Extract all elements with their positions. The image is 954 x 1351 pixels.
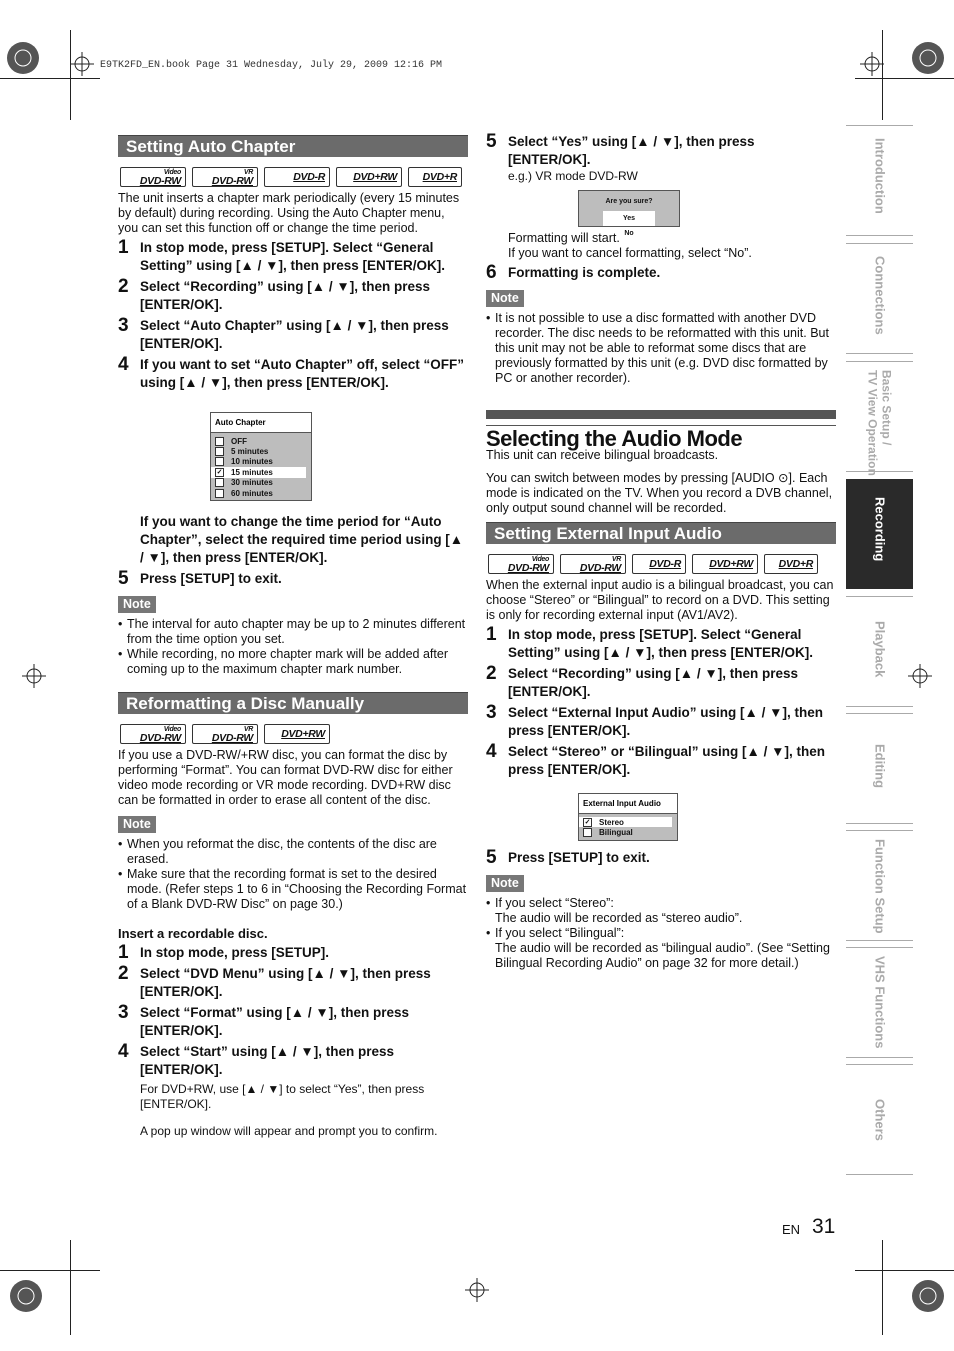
audio-intro: This unit can receive bilingual broadcasts. [486,448,719,462]
tab-vhs-functions[interactable]: VHS Functions [846,947,913,1058]
note-item: • The interval for auto chapter may be up to 2 minutes different from the time option you set. [118,617,466,647]
disc-logo: Video DVD-RW [120,724,186,744]
menu-option: 10 minutes [211,457,311,467]
checkmark-icon: ✓ [584,818,591,826]
step: 3 Select “External Input Audio” using [▲ / ▼], then press [ENTER/OK]. [486,702,823,738]
disc-logo: DVD-R [264,167,330,187]
crosshair-icon [70,52,94,76]
note-label: Note [118,596,156,613]
page-number: 31 [812,1215,836,1238]
disc-logo: DVD+RW [264,724,330,744]
step: 2 Select “DVD Menu” using [▲ / ▼], then press [ENTER/OK]. [118,963,431,1000]
popup-no-option: No [624,230,634,237]
menu-option: 30 minutes [211,478,311,488]
tab-function-setup[interactable]: Function Setup [846,830,913,941]
reformat-intro: If you use a DVD-RW/+RW disc, you can format the disc by performing “Format”. You can format DVD-RW disc for either video mode recording or VR mode recording. DVD+RW disc can be formatted in order to erase all content of the disc. [118,748,453,808]
step-detail: A pop up window will appear and prompt you to confirm. [140,1124,438,1139]
tab-recording[interactable]: Recording [846,479,913,589]
note-label: Note [118,816,156,833]
checkbox-icon [215,447,224,456]
step: 1 In stop mode, press [SETUP]. Select “General Setting” using [▲ / ▼], then press [ENTER/OK]. [486,624,813,660]
audio-body: You can switch between modes by pressing [AUDIO ⊙]. Each mode is indicated on the TV. When you record a DVB channel, only output sound channel will be recorded. [486,471,833,515]
step: 3 Select “Format” using [▲ / ▼], then press [ENTER/OK]. [118,1002,410,1039]
registration-mark-icon [5,40,41,76]
note-detail: The audio will be recorded as “bilingual audio”. (See “Setting Bilingual Recording Audio” on page 32 for more detail.) [495,940,830,970]
page-title: Selecting the Audio Mode [486,426,743,451]
disc-logos [120,724,468,744]
tab-others[interactable]: Others [846,1064,913,1175]
left-column [118,135,468,1139]
crosshair-icon [860,52,884,76]
note-item: • While recording, no more chapter mark will be added after coming up to the maximum chapter mark number. [118,647,448,677]
note-item: • If you select “Stereo”: [486,895,614,910]
step: 3 Select “Auto Chapter” using [▲ / ▼], then press [ENTER/OK]. [118,315,449,351]
note-label: Note [486,290,524,307]
language-label: EN [782,1222,801,1237]
popup-question: Are you sure? [605,198,653,205]
external-audio-intro: When the external input audio is a bilingual broadcast, you can choose “Stereo” or “Bilingual” to record on a DVD. This setting is only for recording external input (AV1/AV2). [486,578,834,622]
step: 5 Press [SETUP] to exit. [486,846,650,868]
menu-option: OFF [211,436,311,446]
confirm-popup [578,190,680,237]
checkbox-icon [583,828,592,837]
insert-disc-instruction: Insert a recordable disc. [118,926,268,942]
tab-basic-setup[interactable]: Basic Setup / TV View Operation [846,361,913,472]
note-item: • It is not possible to use a disc formatted with another DVD recorder. The disc needs to be reformatted with this unit. But this unit may not be able to reformat some discs that are previously formatted by this unit (e.g. DVD disc formatted by PC or another recorder). [486,311,829,385]
checkmark-icon: ✓ [216,468,223,476]
checkbox-icon [215,478,224,487]
step: 4 Select “Start” using [▲ / ▼], then press [ENTER/OK]. [118,1041,395,1078]
menu-title: External Input Audio [579,794,677,814]
step: 4 Select “Stereo” or “Bilingual” using [▲ / ▼], then press [ENTER/OK]. [486,741,826,777]
tab-playback[interactable]: Playback [846,596,913,707]
step: 1 In stop mode, press [SETUP]. [118,942,330,964]
auto-chapter-menu [210,412,312,501]
disc-logo: VR DVD-RW [192,167,258,187]
section-title-auto-chapter: Setting Auto Chapter [118,135,468,157]
checkbox-icon [215,489,224,498]
checkbox-icon [215,457,224,466]
formatting-text: Formatting will start. [508,231,620,245]
disc-logo: Video DVD-RW [120,167,186,187]
step: 4 If you want to set “Auto Chapter” off, select “OFF” using [▲ / ▼], then press [ENTER/OK]. [118,354,465,390]
print-header: E9TK2FD_EN.book Page 31 Wednesday, July 29, 2009 12:16 PM [100,60,443,71]
note-detail: The audio will be recorded as “stereo audio”. [495,910,743,925]
tab-introduction[interactable]: Introduction [846,125,913,236]
external-input-audio-menu [578,793,678,841]
formatting-text: If you want to cancel formatting, select “No”. [508,246,752,260]
note-item: • When you reformat the disc, the contents of the disc are erased. [118,837,437,867]
menu-option-selected: ✓ Stereo [579,817,672,827]
crop-mark [855,78,954,79]
disc-logo: VR DVD-RW [192,724,258,744]
crop-mark [70,1240,71,1335]
crop-mark [0,78,100,79]
auto-chapter-intro: The unit inserts a chapter mark periodically (every 15 minutes by default) during recording. Using the Auto Chapter menu, you can set this function off or change the time period. [118,191,460,235]
step: 2 Select “Recording” using [▲ / ▼], then press [ENTER/OK]. [486,663,799,699]
popup-yes-option: Yes [603,211,655,226]
tab-connections[interactable]: Connections [846,243,913,354]
right-column [486,130,836,971]
menu-option: 5 minutes [211,446,311,456]
disc-logo: DVD-R [632,554,686,574]
step: 1 In stop mode, press [SETUP]. Select “General Setting” using [▲ / ▼], then press [ENTER/OK]. [118,237,445,273]
disc-logo: DVD+R [764,554,818,574]
disc-logo: DVD+RW [336,167,402,187]
crosshair-icon [22,664,46,688]
disc-logos [120,167,468,187]
crop-mark [855,1270,954,1271]
tab-editing[interactable]: Editing [846,713,913,824]
step-detail: For DVD+RW, use [▲ / ▼] to select “Yes”, then press [ENTER/OK]. [140,1082,425,1112]
step: 5 Select “Yes” using [▲ / ▼], then press [ENTER/OK]. [486,131,755,167]
menu-option: 60 minutes [211,488,311,498]
menu-option-selected: ✓ 15 minutes [211,467,306,477]
checkbox-icon [215,437,224,446]
menu-title: Auto Chapter [211,413,311,433]
disc-logos [488,554,836,574]
disc-logo: DVD+RW [692,554,758,574]
note-label: Note [486,875,524,892]
registration-mark-icon [910,1278,946,1314]
disc-logo: Video DVD-RW [488,554,554,574]
crop-mark [882,1240,883,1335]
section-rule [486,410,836,419]
crop-mark [0,1270,100,1271]
note-item: • If you select “Bilingual”: [486,925,625,940]
step: 5 Press [SETUP] to exit. [118,568,282,590]
registration-mark-icon [910,40,946,76]
section-title-external-audio: Setting External Input Audio [486,522,836,544]
registration-mark-icon [8,1278,44,1314]
disc-logo: VR DVD-RW [560,554,626,574]
step: 2 Select “Recording” using [▲ / ▼], then press [ENTER/OK]. [118,276,431,312]
section-title-reformat: Reformatting a Disc Manually [118,692,468,714]
disc-logo: DVD+R [408,167,462,187]
menu-option: Bilingual [579,827,677,837]
example-caption: e.g.) VR mode DVD-RW [508,169,638,183]
step: 6 Formatting is complete. [486,262,661,283]
note-item: • Make sure that the recording format is set to the desired mode. (Refer steps 1 to 6 in “Choosing the Recording Format of a Blank DVD-RW Disc” on page 30.) [118,867,467,912]
crosshair-icon [465,1278,489,1302]
step-substep: If you want to change the time period for “Auto Chapter”, select the required time period using [▲ / ▼], then press [ENTER/OK]. [140,514,464,566]
